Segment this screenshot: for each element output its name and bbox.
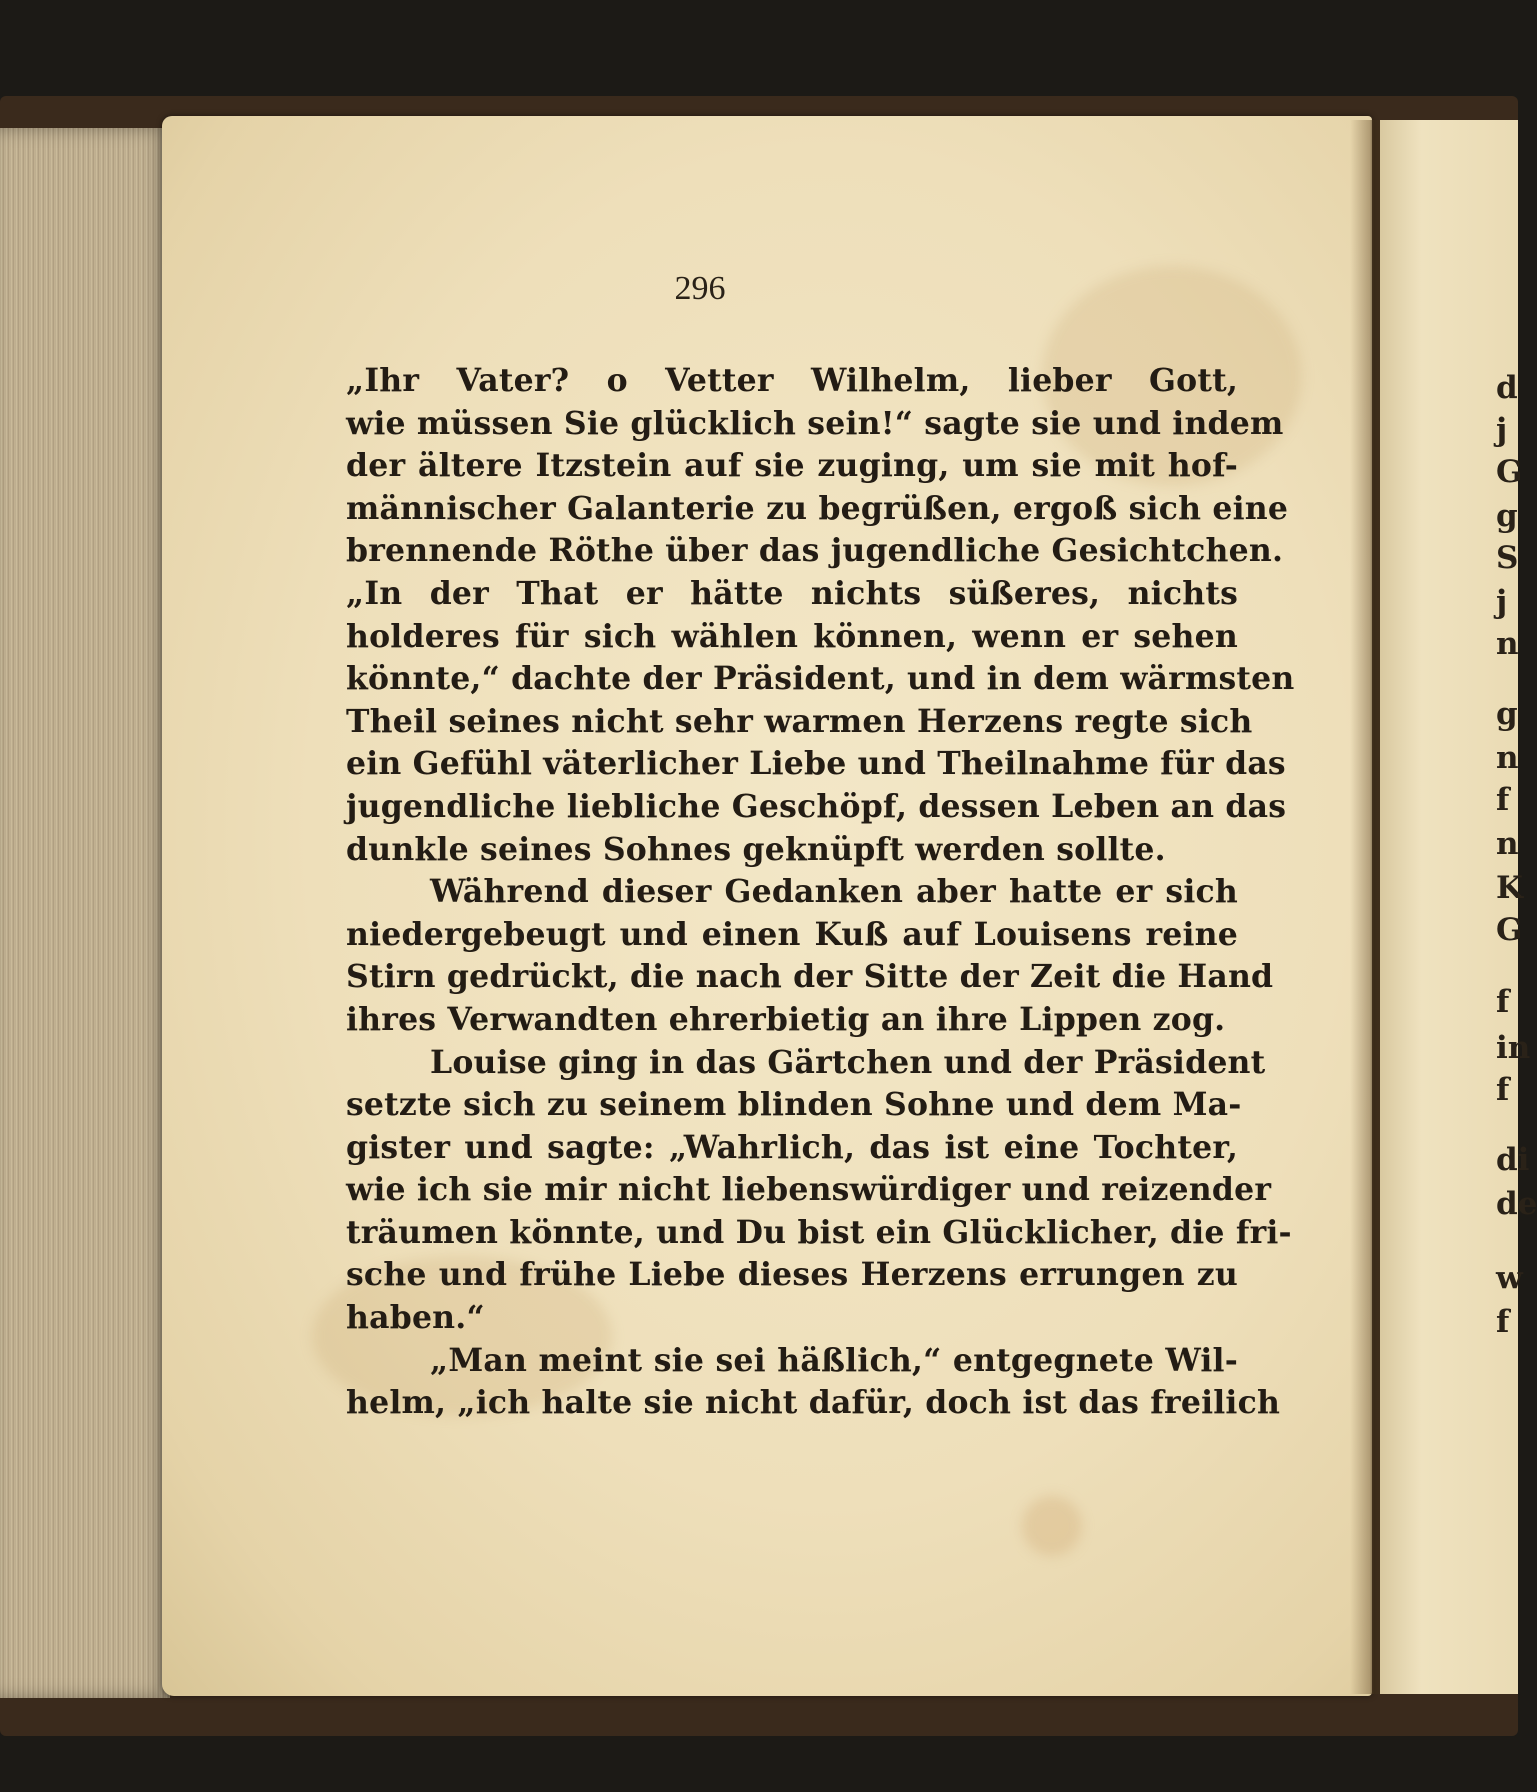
facing-page-fragment: di: [1496, 1142, 1530, 1178]
facing-page-fragment: K: [1496, 870, 1523, 906]
page-block-edge: [0, 128, 170, 1698]
page-number: 296: [674, 270, 726, 307]
facing-page-fragment: in: [1496, 1030, 1531, 1066]
text-line: niedergebeugt und einen Kuß auf Louisens reine: [346, 915, 1238, 953]
facing-page-fragment: f: [1496, 782, 1510, 818]
text-line: Stirn gedrückt, die nach der Sitte der Zeit die Hand: [346, 958, 1274, 996]
text-line: Louise ging in das Gärtchen und der Präsident: [430, 1043, 1266, 1081]
facing-page-edge: [1380, 120, 1518, 1694]
text-line: „Man meint sie sei häßlich,“ entgegnete Wil-: [430, 1341, 1238, 1379]
facing-page-fragment: d: [1496, 370, 1518, 406]
text-line: „Ihr Vater? o Vetter Wilhelm, lieber Gott,: [346, 362, 1238, 399]
text-line: könnte,“ dachte der Präsident, und in dem wärmsten: [346, 660, 1295, 698]
text-line: haben.“: [346, 1299, 485, 1337]
facing-page-fragment: f: [1496, 1304, 1510, 1340]
text-line: ihres Verwandten ehrerbietig an ihre Lippen zog.: [346, 1000, 1226, 1038]
facing-page-fragment: f: [1496, 984, 1510, 1020]
facing-page-fragment: f: [1496, 1072, 1510, 1108]
text-line: ein Gefühl väterlicher Liebe und Theilnahme für das: [346, 745, 1286, 783]
facing-page-fragment: n: [1496, 826, 1519, 862]
text-line: wie ich sie mir nicht liebenswürdiger und reizender: [346, 1171, 1272, 1209]
facing-page-fragment: G: [1496, 912, 1523, 948]
text-line: dunkle seines Sohnes geknüpft werden sollte.: [346, 830, 1166, 868]
facing-page-fragment: G: [1496, 454, 1523, 490]
facing-page-fragment: g: [1496, 498, 1518, 534]
body-text: [346, 360, 1295, 1425]
text-line: jugendliche liebliche Geschöpf, dessen Leben an das: [346, 787, 1287, 825]
facing-page-fragment: j: [1496, 412, 1508, 448]
text-line: holderes für sich wählen können, wenn er sehen: [346, 617, 1238, 655]
facing-page-fragment: g: [1496, 696, 1518, 732]
facing-page-fragment: n: [1496, 740, 1519, 776]
paper-stain: [1022, 1496, 1082, 1556]
text-line: träumen könnte, und Du bist ein Glücklicher, die fri-: [346, 1213, 1292, 1251]
text-line: helm, „ich halte sie nicht dafür, doch ist das freilich: [346, 1384, 1281, 1422]
text-line: brennende Röthe über das jugendliche Gesichtchen.: [346, 532, 1284, 570]
text-line: männischer Galanterie zu begrüßen, ergoß sich eine: [346, 489, 1289, 527]
text-line: der ältere Itzstein auf sie zuging, um sie mit hof-: [346, 447, 1238, 485]
facing-page-fragment: w: [1496, 1260, 1523, 1296]
text-line: „In der That er hätte nichts süßeres, nichts: [346, 574, 1238, 612]
text-line: gister und sagte: „Wahrlich, das ist eine Tochter,: [346, 1128, 1238, 1166]
facing-page-fragment: S: [1496, 540, 1519, 576]
facing-page-fragment: j: [1496, 584, 1508, 620]
text-line: setzte sich zu seinem blinden Sohne und dem Ma-: [346, 1086, 1242, 1124]
facing-page-fragment: n: [1496, 626, 1519, 662]
text-line: sche und frühe Liebe dieses Herzens errungen zu: [346, 1256, 1238, 1294]
facing-page-fragment: de: [1496, 1186, 1537, 1222]
text-line: wie müssen Sie glücklich sein!“ sagte sie und indem: [346, 404, 1284, 442]
text-line: Theil seines nicht sehr warmen Herzens regte sich: [346, 702, 1253, 740]
text-line: Während dieser Gedanken aber hatte er sich: [430, 873, 1238, 911]
